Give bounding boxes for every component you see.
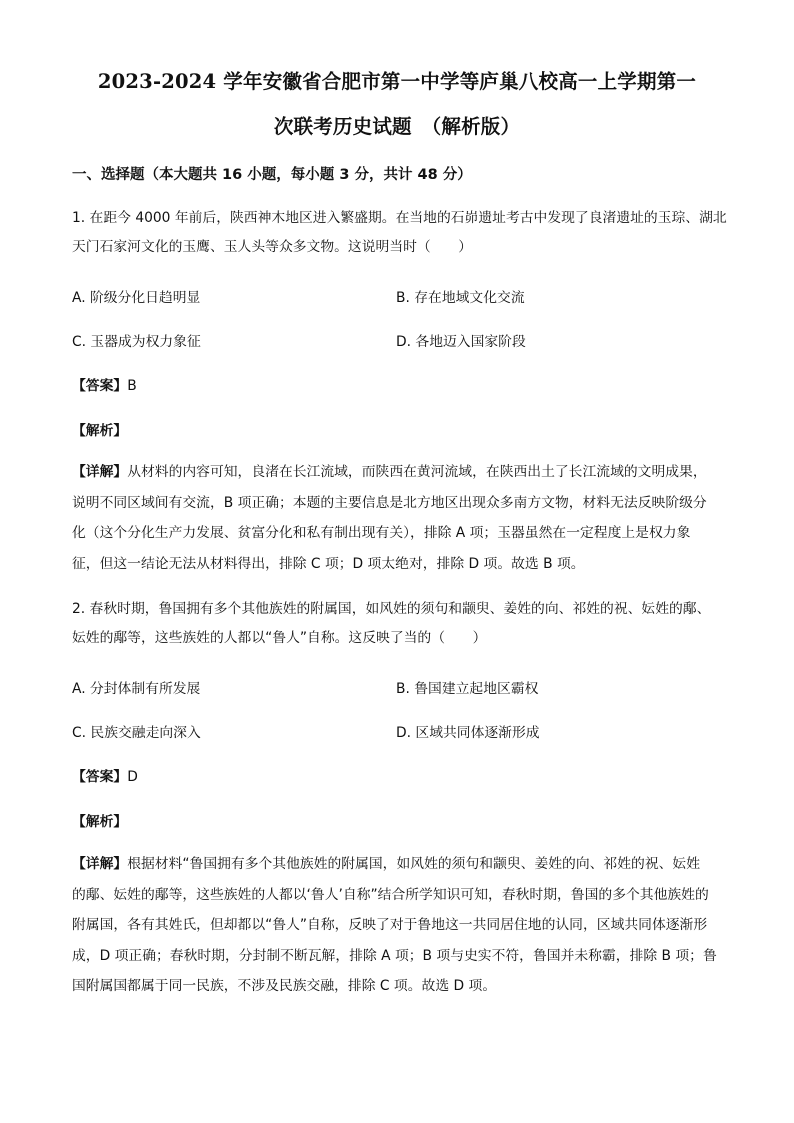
question-1-option-b: B. 存在地域文化交流 xyxy=(396,290,525,306)
question-1-stem xyxy=(72,204,727,262)
answer-label: 【答案】 xyxy=(72,378,128,394)
answer-value: B xyxy=(127,378,137,394)
question-stem-line: 天门石家河文化的玉鹰、玉人头等众多文物。这说明当时（ ） xyxy=(72,239,473,255)
detail-line: 附属国，各有其姓氏，但却都以“鲁人”自称，反映了对于鲁地这一共同居住地的认同，区域共同体逐渐形 xyxy=(72,917,708,933)
question-stem-line: 2. 春秋时期，鲁国拥有多个其他族姓的附属国，如风姓的须句和颛臾、姜姓的向、祁姓的祝、妘姓的鄅、 xyxy=(72,601,711,617)
question-1-detail xyxy=(72,457,722,579)
question-2-option-b: B. 鲁国建立起地区霸权 xyxy=(396,681,539,697)
question-2-answer xyxy=(72,765,138,785)
question-2-analysis-label: 【解析】 xyxy=(72,814,128,830)
question-2-stem xyxy=(72,595,722,653)
question-2-detail xyxy=(72,849,722,1002)
question-1-option-a: A. 阶级分化日趋明显 xyxy=(72,290,201,306)
detail-line: 【详解】根据材料“鲁国拥有多个其他族姓的附属国，如风姓的须句和颛臾、姜姓的向、祁姓的祝、妘姓 xyxy=(72,856,701,872)
question-2-option-a: A. 分封体制有所发展 xyxy=(72,681,201,697)
detail-line: 国附属国都属于同一民族，不涉及民族交融，排除 C 项。故选 D 项。 xyxy=(72,978,497,994)
section-heading: 一、选择题（本大题共 16 小题，每小题 3 分，共计 48 分） xyxy=(72,167,472,183)
question-1-option-c: C. 玉器成为权力象征 xyxy=(72,334,201,350)
detail-line: 征，但这一结论无法从材料得出，排除 C 项；D 项太绝对，排除 D 项。故选 B 项。 xyxy=(72,555,585,572)
question-1-analysis-label: 【解析】 xyxy=(72,423,128,439)
question-stem-line: 1. 在距今 4000 年前后，陕西神木地区进入繁盛期。在当地的石峁遗址考古中发现了良渚遗址的玉琮、湖北 xyxy=(72,210,727,226)
question-stem-line: 妘姓的鄅等，这些族姓的人都以“鲁人”自称。这反映了当的（ ） xyxy=(72,630,487,646)
detail-label: 【详解】 xyxy=(72,464,128,480)
question-2-option-d: D. 区域共同体逐渐形成 xyxy=(396,725,540,741)
detail-line: 的鄅、妘姓的鄅等，这些族姓的人都以‘鲁人’自称”结合所学知识可知，春秋时期，鲁国的多个其他族姓的 xyxy=(72,886,709,903)
detail-line: 【详解】从材料的内容可知，良渚在长江流域，而陕西在黄河流域，在陕西出土了长江流域的文明成果， xyxy=(72,464,707,480)
question-1-option-d: D. 各地迈入国家阶段 xyxy=(396,334,526,350)
document-title-line-2: 次联考历史试题 （解析版） xyxy=(273,115,521,138)
detail-line: 说明不同区域间有交流，B 项正确；本题的主要信息是北方地区出现众多南方文物，材料无法反映阶级分 xyxy=(72,494,707,511)
detail-line: 化（这个分化生产力发展、贫富分化和私有制出现有关），排除 A 项；玉器虽然在一定程度上是权力象 xyxy=(72,525,691,541)
question-1-answer xyxy=(72,374,137,394)
document-title-line-1: 2023-2024 学年安徽省合肥市第一中学等庐巢八校高一上学期第一 xyxy=(97,70,697,93)
detail-label: 【详解】 xyxy=(72,856,128,872)
answer-label: 【答案】 xyxy=(72,769,128,785)
question-2-option-c: C. 民族交融走向深入 xyxy=(72,725,201,741)
detail-line: 成，D 项正确；春秋时期，分封制不断瓦解，排除 A 项；B 项与史实不符，鲁国并未称霸，排除 B 项；鲁 xyxy=(72,947,717,964)
answer-value: D xyxy=(127,769,138,785)
